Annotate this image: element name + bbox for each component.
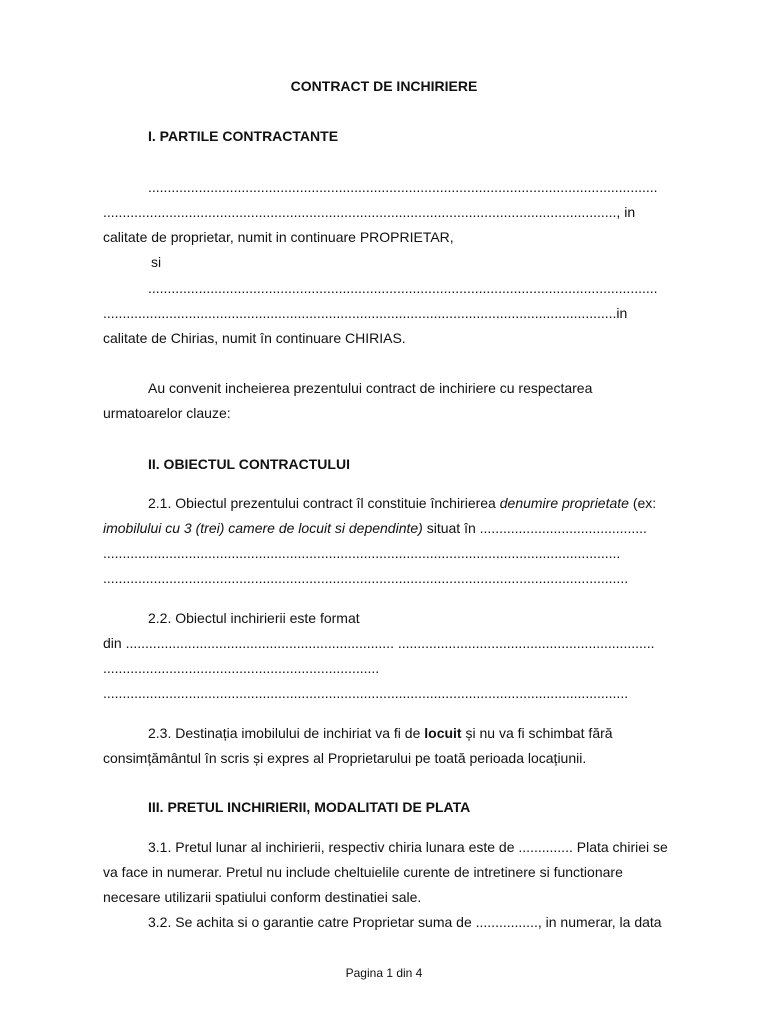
owner-dots-line-2: ...................................................................................................................................., in [103, 204, 636, 220]
clause-2-1-text-a: 2.1. Obiectul prezentului contract îl constituie închirierea [148, 495, 500, 511]
section-2-heading: II. OBIECTUL CONTRACTULUI [148, 456, 350, 472]
clause-2-2-line-2: din ..................................................................... .................................................................. [103, 635, 655, 651]
clause-3-2-line-1: 3.2. Se achita si o garantie catre Proprietar suma de ................, in numerar, la data [148, 914, 662, 930]
tenant-role-line: calitate de Chirias, numit în continuare CHIRIAS. [103, 330, 406, 346]
tenant-dots-line-2: ....................................................................................................................................in [103, 305, 628, 321]
clause-2-1-line-1 [148, 494, 721, 512]
section-3-heading: III. PRETUL INCHIRIERII, MODALITATI DE PLATA [148, 799, 471, 815]
owner-role-line: calitate de proprietar, numit in continuare PROPRIETAR, [103, 229, 454, 245]
si-word: si [151, 254, 162, 270]
clause-2-1-text-c: situat în ........................................... [422, 520, 647, 536]
clause-2-2-line-3: ....................................................................... [103, 660, 380, 676]
clause-3-1-line-1: 3.1. Pretul lunar al inchirierii, respectiv chiria lunara este de .............. Plata chiriei se [148, 839, 668, 855]
clause-2-1-italic-2: imobilului cu 3 (trei) camere de locuit si dependinte) [103, 520, 423, 536]
intro-line-1: Au convenit incheierea prezentului contract de inchiriere cu respectarea [148, 380, 593, 396]
tenant-dots-line-1: ................................................................................................................................... [148, 280, 658, 296]
clause-2-3-line-1 [148, 724, 721, 742]
clause-2-1-line-2 [103, 519, 721, 537]
clause-3-1-line-2: va face in numerar. Pretul nu include cheltuielile curente de intretinere si functionare [103, 864, 623, 880]
page-number-footer: Pagina 1 din 4 [345, 966, 423, 980]
clause-2-2-dots: ....................................................................................................................................... [103, 685, 629, 701]
clause-2-3-line-2: consimțământul în scris și expres al Proprietarului pe toată perioada locațiunii. [103, 750, 587, 766]
clause-2-3-bold: locuit [424, 725, 462, 741]
intro-line-2: urmatoarelor clauze: [103, 405, 231, 421]
clause-3-1-line-3: necesare utilizarii spatiului conform destinatiei sale. [103, 889, 422, 905]
document-title: CONTRACT DE INCHIRIERE [290, 78, 478, 94]
clause-2-1-text-b: (ex: [628, 495, 657, 511]
clause-2-1-dots-1: ..................................................................................................................................... [103, 545, 621, 561]
clause-2-3-text-a: 2.3. Destinația imobilului de inchiriat va fi de [148, 725, 425, 741]
clause-2-1-dots-2: ....................................................................................................................................... [103, 570, 629, 586]
section-1-heading: I. PARTILE CONTRACTANTE [148, 128, 339, 144]
clause-2-2-line-1: 2.2. Obiectul inchirierii este format [148, 610, 360, 626]
clause-2-3-text-b: și nu va fi schimbat fără [461, 725, 613, 741]
clause-2-1-italic-1: denumire proprietate [499, 495, 629, 511]
owner-dots-line-1: ................................................................................................................................... [148, 179, 658, 195]
